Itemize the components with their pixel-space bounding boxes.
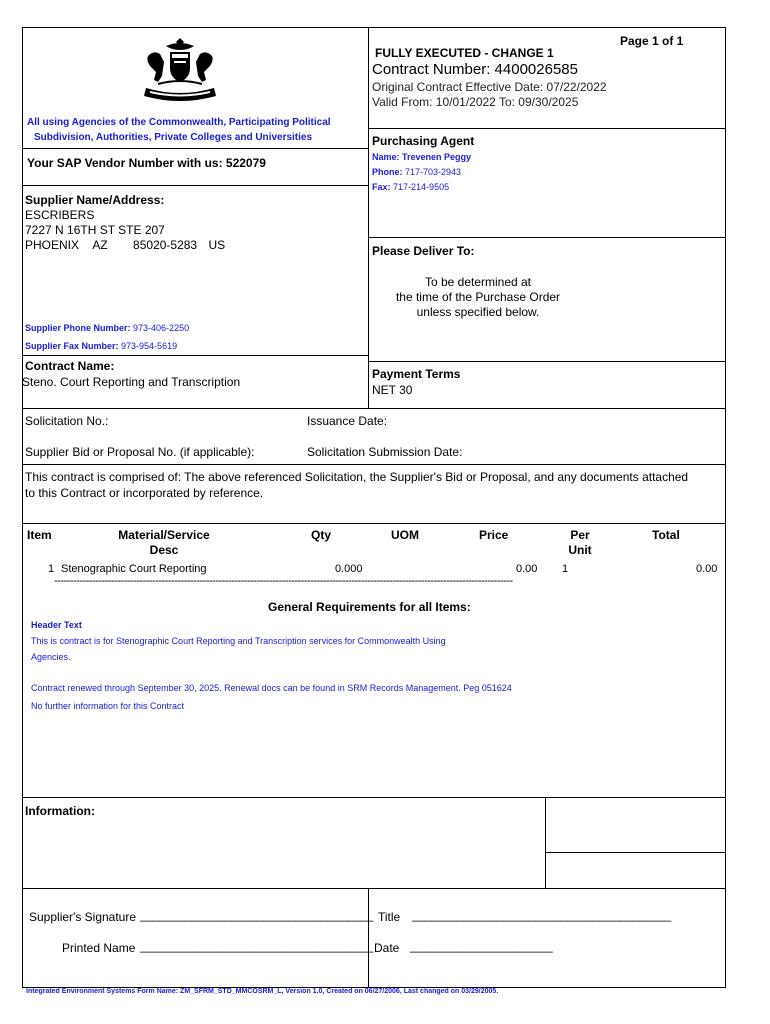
col-material-line-2: Desc [149, 543, 179, 557]
general-requirements: General Requirements for all Items: [268, 600, 471, 614]
issuance-date: Issuance Date: [307, 414, 388, 428]
agencies-line-2: Subdivision, Authorities, Private Colleges and Universities [34, 132, 313, 143]
header-text-label: Header Text [31, 620, 82, 630]
payment-terms-heading: Payment Terms [372, 367, 461, 381]
contract-name-heading: Contract Name: [25, 359, 115, 373]
solicitation-no: Solicitation No.: [25, 414, 109, 428]
deliver-line-1: To be determined at [424, 275, 532, 289]
supplier-state: AZ [92, 238, 108, 252]
footer-form-name: Integrated Environment Systems Form Name: ZM_SFRM_STD_MMCOSRM_L, Version 1.0, Created on 06/27/2006, Last changed on 03/29/2005. [26, 988, 499, 995]
rule-information-right [545, 852, 726, 853]
row-item: 1 [48, 563, 55, 575]
frame-top [22, 27, 726, 28]
rule-header-right [368, 128, 726, 129]
valid-dates: Valid From: 10/01/2022 To: 09/30/2025 [372, 95, 579, 109]
original-effective-date: Original Contract Effective Date: 07/22/2022 [372, 80, 607, 94]
purchasing-agent-heading: Purchasing Agent [372, 134, 475, 148]
page-label: Page 1 of 1 [620, 34, 684, 48]
rule-comprised-top [22, 464, 726, 465]
frame-right [725, 27, 726, 988]
header-text-line-1: This is contract is for Stenographic Court Reporting and Transcription services for Commonwealth Using [31, 636, 446, 646]
divider-information-vertical [545, 797, 546, 889]
row-price: 0.00 [516, 563, 538, 575]
rule-information-top [22, 797, 726, 798]
divider-upper-vertical [368, 27, 369, 408]
agent-name [372, 152, 471, 162]
title-label: Title [378, 910, 401, 924]
supplier-heading: Supplier Name/Address: [25, 193, 165, 207]
supplier-city: PHOENIX [25, 238, 80, 252]
deliver-heading: Please Deliver To: [372, 244, 475, 258]
payment-terms-value: NET 30 [372, 383, 413, 397]
frame-left [22, 27, 23, 988]
col-total: Total [652, 528, 680, 542]
supplier-street: 7227 N 16TH ST STE 207 [25, 223, 165, 237]
agent-phone [372, 167, 461, 177]
deliver-line-3: unless specified below. [416, 305, 540, 319]
agent-phone-label: Phone: [372, 167, 403, 177]
rule-agencies-bottom [22, 148, 369, 149]
col-uom: UOM [391, 528, 419, 542]
supplier-signature-line[interactable]: ____________________________________ [140, 908, 374, 922]
row-per: 1 [562, 563, 569, 575]
col-qty: Qty [311, 528, 332, 542]
printed-name-line[interactable]: ____________________________________ [140, 939, 374, 953]
no-further-info: No further information for this Contract [31, 701, 185, 711]
supplier-country: US [208, 238, 226, 252]
rule-contract-name-bottom [22, 408, 726, 409]
seal-icon [140, 36, 220, 104]
supplier-phone-label: Supplier Phone Number: [25, 323, 131, 333]
header-text-line-2: Agencies. [31, 652, 71, 662]
divider-signature-vertical [368, 888, 369, 988]
agent-phone-value: 717-703-2943 [405, 167, 462, 177]
col-per-line-2: Unit [568, 543, 592, 557]
supplier-fax-label: Supplier Fax Number: [25, 341, 119, 351]
supplier-fax-value: 973-954-5619 [121, 341, 178, 351]
deliver-line-2: the time of the Purchase Order [395, 290, 561, 304]
supplier-phone-value: 973-406-2250 [133, 323, 190, 333]
agencies-line-1: All using Agencies of the Commonwealth, Participating Political [27, 117, 331, 128]
supplier-fax [25, 341, 177, 351]
rule-items-top [22, 523, 726, 524]
comprised-line-1: This contract is comprised of: The above referenced Solicitation, the Supplier's Bid or Proposal, and any documents attached [25, 470, 689, 484]
printed-name-label: Printed Name [62, 941, 136, 955]
row-total: 0.00 [696, 563, 718, 575]
col-item: Item [27, 528, 52, 542]
agent-name-label: Name: [372, 152, 400, 162]
agent-fax-value: 717-214-9505 [393, 182, 450, 192]
agent-fax [372, 182, 449, 192]
contract-number: Contract Number: 4400026585 [372, 61, 578, 78]
date-line[interactable]: ______________________ [410, 939, 553, 953]
supplier-city-line [25, 238, 225, 252]
rule-agent-bottom [368, 237, 726, 238]
submission-date: Solicitation Submission Date: [307, 445, 463, 459]
agent-name-value: Trevenen Peggy [402, 152, 472, 162]
row-desc: Stenographic Court Reporting [61, 563, 207, 575]
rule-deliver-bottom [368, 361, 726, 362]
renewal-text: Contract renewed through September 30, 2025. Renewal docs can be found in SRM Records Management. Peg 051624 [31, 683, 512, 693]
col-per-line-1: Per [570, 528, 590, 542]
row-qty: 0.000 [335, 563, 363, 575]
contract-name-value: Steno. Court Reporting and Transcription [22, 375, 241, 389]
comprised-line-2: to this Contract or incorporated by reference. [25, 486, 264, 500]
rule-signature-top [22, 888, 726, 889]
status-label: FULLY EXECUTED - CHANGE 1 [375, 46, 554, 60]
rule-fax-bottom [22, 355, 369, 356]
information-label: Information: [25, 804, 95, 818]
date-label: Date [374, 941, 400, 955]
rule-vendor-bottom [22, 185, 369, 186]
supplier-signature-label: Supplier's Signature [29, 910, 137, 924]
col-material-line-1: Material/Service [118, 528, 210, 542]
supplier-phone [25, 323, 189, 333]
supplier-name: ESCRIBERS [25, 208, 95, 222]
col-price: Price [479, 528, 509, 542]
supplier-zip: 85020-5283 [133, 238, 198, 252]
agent-fax-label: Fax: [372, 182, 391, 192]
vendor-number: Your SAP Vendor Number with us: 522079 [27, 156, 266, 170]
dash-separator: ------------------------------------------------------------------------------------------------------------------------------------------------- [54, 575, 513, 587]
bid-no: Supplier Bid or Proposal No. (if applicable): [25, 445, 255, 459]
title-line[interactable]: ________________________________________ [412, 908, 671, 922]
